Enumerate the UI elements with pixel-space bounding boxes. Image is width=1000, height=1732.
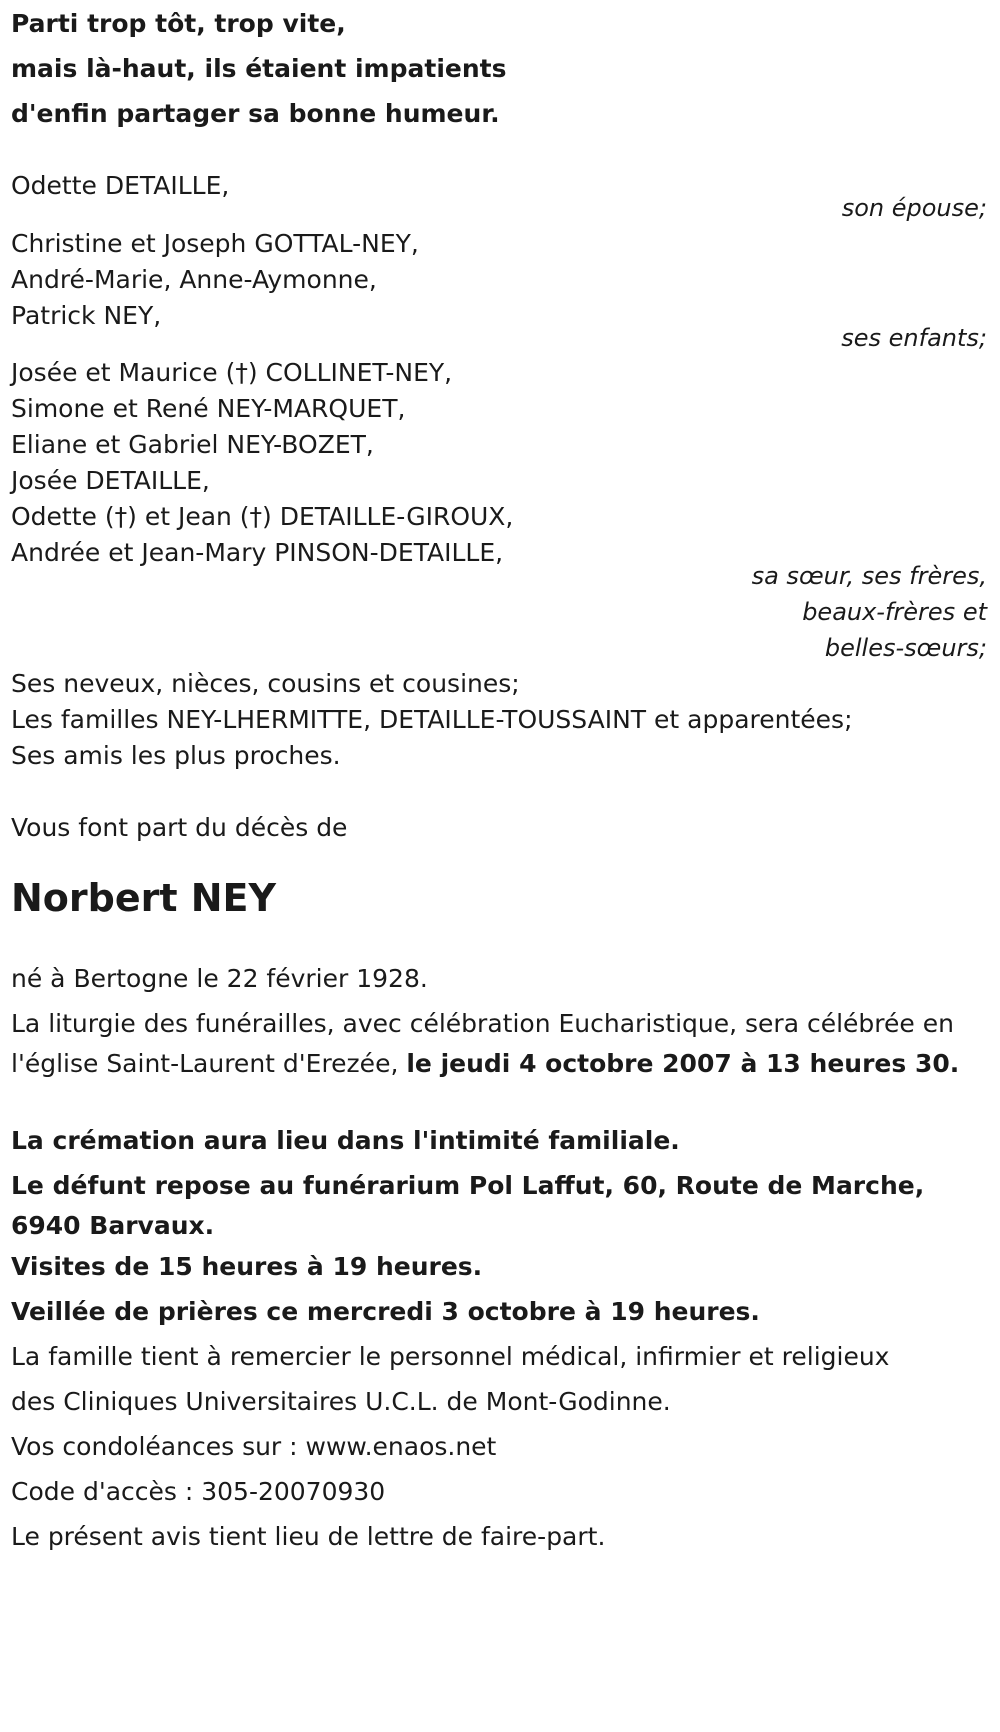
others-line-1: Ses neveux, nièces, cousins et cousines; — [11, 669, 520, 698]
visits-info: Visites de 15 heures à 19 heures. — [11, 1252, 483, 1281]
child-name-3: Patrick NEY, — [11, 301, 162, 330]
condolences-link: Vos condoléances sur : www.enaos.net — [11, 1432, 497, 1461]
announcement: Vous font part du décès de — [11, 813, 348, 842]
others-line-3: Ses amis les plus proches. — [11, 741, 341, 770]
sibling-name-6: Andrée et Jean-Mary PINSON-DETAILLE, — [11, 538, 504, 567]
cremation-info: La crémation aura lieu dans l'intimité familiale. — [11, 1126, 680, 1155]
siblings-relation-3: belles-sœurs; — [824, 634, 987, 662]
epigraph-line-1: Parti trop tôt, trop vite, — [11, 9, 346, 38]
thanks-line-2: des Cliniques Universitaires U.C.L. de Mont-Godinne. — [11, 1387, 671, 1416]
liturgy-date: le jeudi 4 octobre 2007 à 13 heures 30. — [406, 1049, 960, 1078]
epigraph-line-2: mais là-haut, ils étaient impatients — [11, 54, 507, 83]
siblings-relation-1: sa sœur, ses frères, — [751, 562, 987, 590]
sibling-name-4: Josée DETAILLE, — [11, 466, 210, 495]
liturgy-paragraph — [11, 1004, 986, 1084]
child-name-1: Christine et Joseph GOTTAL-NEY, — [11, 229, 419, 258]
repose-info: Le défunt repose au funérarium Pol Laffut, 60, Route de Marche, 6940 Barvaux. — [11, 1171, 925, 1240]
others-line-2: Les familles NEY-LHERMITTE, DETAILLE-TOUSSAINT et apparentées; — [11, 705, 853, 734]
vigil-info: Veillée de prières ce mercredi 3 octobre à 19 heures. — [11, 1297, 760, 1326]
liturgy-text: La liturgie des funérailles, avec célébration Eucharistique, sera célébrée en l'église Saint-Laurent d'Erezée, — [11, 1009, 954, 1078]
deceased-name: Norbert NEY — [11, 876, 277, 920]
notice-statement: Le présent avis tient lieu de lettre de faire-part. — [11, 1522, 606, 1551]
child-name-2: André-Marie, Anne-Aymonne, — [11, 265, 377, 294]
children-relation: ses enfants; — [841, 324, 987, 352]
sibling-name-1: Josée et Maurice (†) COLLINET-NEY, — [11, 358, 453, 387]
spouse-name: Odette DETAILLE, — [11, 171, 230, 200]
epigraph-line-3: d'enfin partager sa bonne humeur. — [11, 99, 500, 128]
birth-info: né à Bertogne le 22 février 1928. — [11, 964, 428, 993]
access-code: Code d'accès : 305-20070930 — [11, 1477, 386, 1506]
sibling-name-3: Eliane et Gabriel NEY-BOZET, — [11, 430, 374, 459]
sibling-name-5: Odette (†) et Jean (†) DETAILLE-GIROUX, — [11, 502, 514, 531]
sibling-name-2: Simone et René NEY-MARQUET, — [11, 394, 406, 423]
thanks-line-1: La famille tient à remercier le personnel médical, infirmier et religieux — [11, 1342, 890, 1371]
spouse-relation: son épouse; — [841, 194, 987, 222]
siblings-relation-2: beaux-frères et — [802, 598, 987, 626]
